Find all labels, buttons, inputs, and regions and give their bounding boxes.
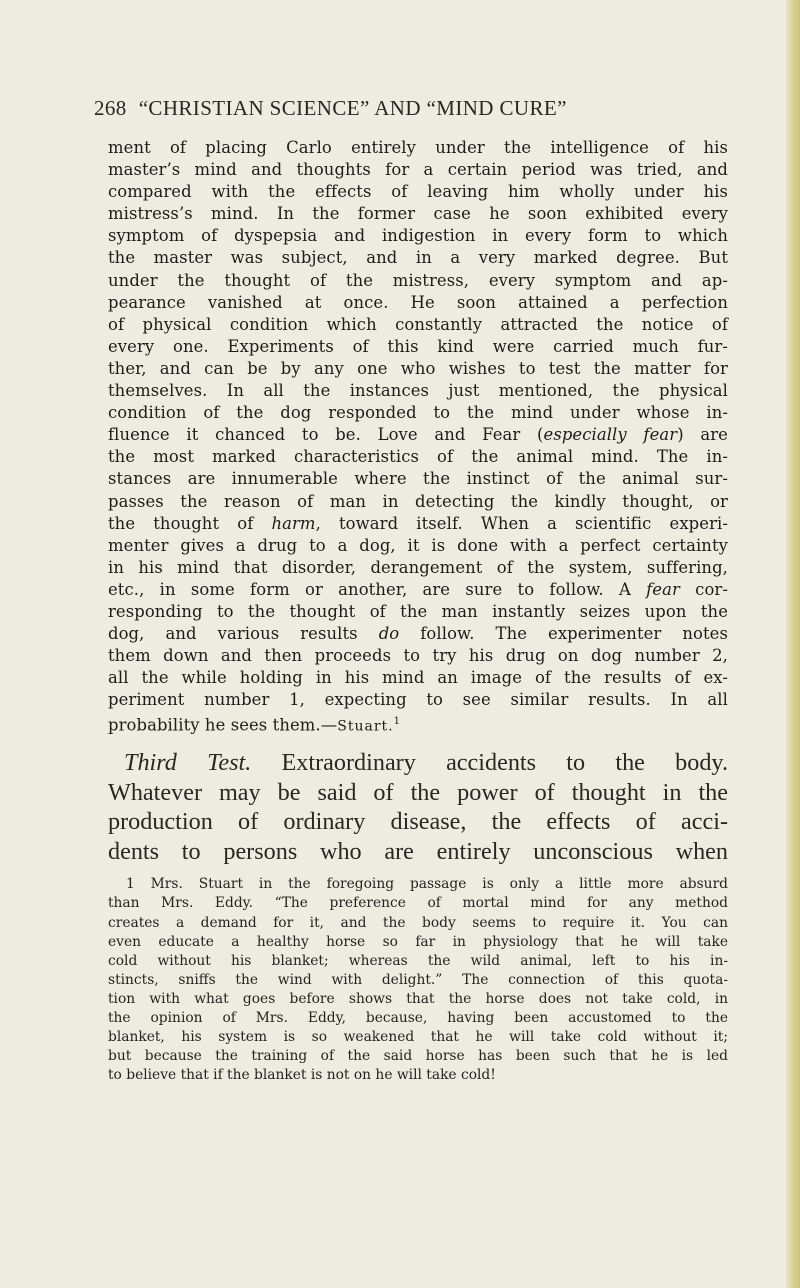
text-line: stances are innumerable where the instinct of the animal sur- [108,469,728,489]
text-line: even educate a healthy horse so far in physiology that he will take [108,933,728,950]
running-head [94,96,720,126]
text-line: production of ordinary disease, the effects of acci- [108,808,728,836]
text-run: dog, and various results [108,624,379,644]
text-line: tion with what goes before shows that the horse does not take cold, in [108,990,728,1007]
text-line: periment number 1, expecting to see similar results. In all [108,690,728,710]
text-line: symptom of dyspepsia and indigestion in every form to which [108,226,728,246]
book-page [94,96,728,1085]
text-line: all the while holding in his mind an image of the results of ex- [108,668,728,688]
text-line: every one. Experiments of this kind were carried much fur- [108,336,728,356]
text-line: the master was subject, and in a very marked degree. But [108,248,728,268]
text-run: , toward itself. When a scientific experi- [315,513,728,533]
text-line: responding to the thought of the man instantly seizes upon the [108,601,728,621]
text-line: blanket, his system is so weakened that he will take cold without it; [108,1029,728,1046]
text-run: probability he sees them.— [108,715,338,735]
text-line: condition of the dog responded to the mind under whose in- [108,403,728,423]
text-line [108,579,728,601]
text-line [108,748,728,778]
text-line: in his mind that disorder, derangement of the system, suffering, [108,557,728,577]
text-run: cor- [679,579,728,599]
text-line [108,623,728,645]
text-line: compared with the effects of leaving him wholly under his [108,182,728,202]
italic-run: fear [646,579,680,599]
text-run: ) are [677,425,728,445]
text-line: to believe that if the blanket is not on he will take cold! [108,1067,496,1084]
page-number: 268 [94,96,127,120]
test-label: Third Test. [124,749,252,776]
text-line: mistress’s mind. In the former case he soon exhibited every [108,204,728,224]
text-line: 1 Mrs. Stuart in the foregoing passage is only a little more absurd [126,876,728,893]
text-line: Whatever may be said of the power of thought in the [108,778,728,806]
running-title: “CHRISTIAN SCIENCE” AND “MIND CURE” [138,96,567,120]
main-paragraph [94,137,728,738]
text-line: pearance vanished at once. He soon attained a perfection [108,292,728,312]
footnote [94,875,728,1085]
text-line [108,424,728,446]
text-line [108,513,728,535]
text-run: fluence it chanced to be. Love and Fear ( [108,425,544,445]
page-edge [786,0,800,1288]
text-line: than Mrs. Eddy. “The preference of mortal mind for any method [108,895,728,912]
text-run: follow. The experimenter notes [399,624,728,644]
text-run: etc., in some form or another, are sure to follow. A [108,579,647,599]
text-run: Extraordinary accidents to the body. [251,749,728,776]
text-line: but because the training of the said horse has been such that he is led [108,1048,728,1065]
text-line: master’s mind and thoughts for a certain period was tried, and [108,160,728,180]
italic-run: harm [271,513,316,533]
footnote-marker: 1 [393,716,401,728]
italic-run: especially fear [543,425,678,445]
text-line: them down and then proceeds to try his drug on dog number 2, [108,646,728,666]
text-line: ther, and can be by any one who wishes to test the matter for [108,358,728,378]
text-line: creates a demand for it, and the body seems to require it. You can [108,914,728,931]
italic-run: do [378,624,400,644]
author-name: Stuart. [337,718,394,735]
text-line: the opinion of Mrs. Eddy, because, having been accustomed to the [108,1010,728,1027]
text-line: themselves. In all the instances just mentioned, the physical [108,381,728,401]
text-line: ment of placing Carlo entirely under the intelligence of his [108,138,728,157]
text-run: the thought of [108,513,272,533]
text-line: cold without his blanket; whereas the wild animal, left to his in- [108,952,728,969]
text-line [108,711,728,738]
text-line: passes the reason of man in detecting the kindly thought, or [108,491,728,511]
third-test-heading [94,748,728,866]
text-line: of physical condition which constantly attracted the notice of [108,314,728,334]
text-line: menter gives a drug to a dog, it is done with a perfect certainty [108,535,728,555]
text-line: stincts, sniffs the wind with delight.” The connection of this quota- [108,971,728,988]
text-line: under the thought of the mistress, every symptom and ap- [108,270,728,290]
text-line: dents to persons who are entirely unconscious when [108,837,728,865]
text-line: the most marked characteristics of the animal mind. The in- [108,447,728,467]
